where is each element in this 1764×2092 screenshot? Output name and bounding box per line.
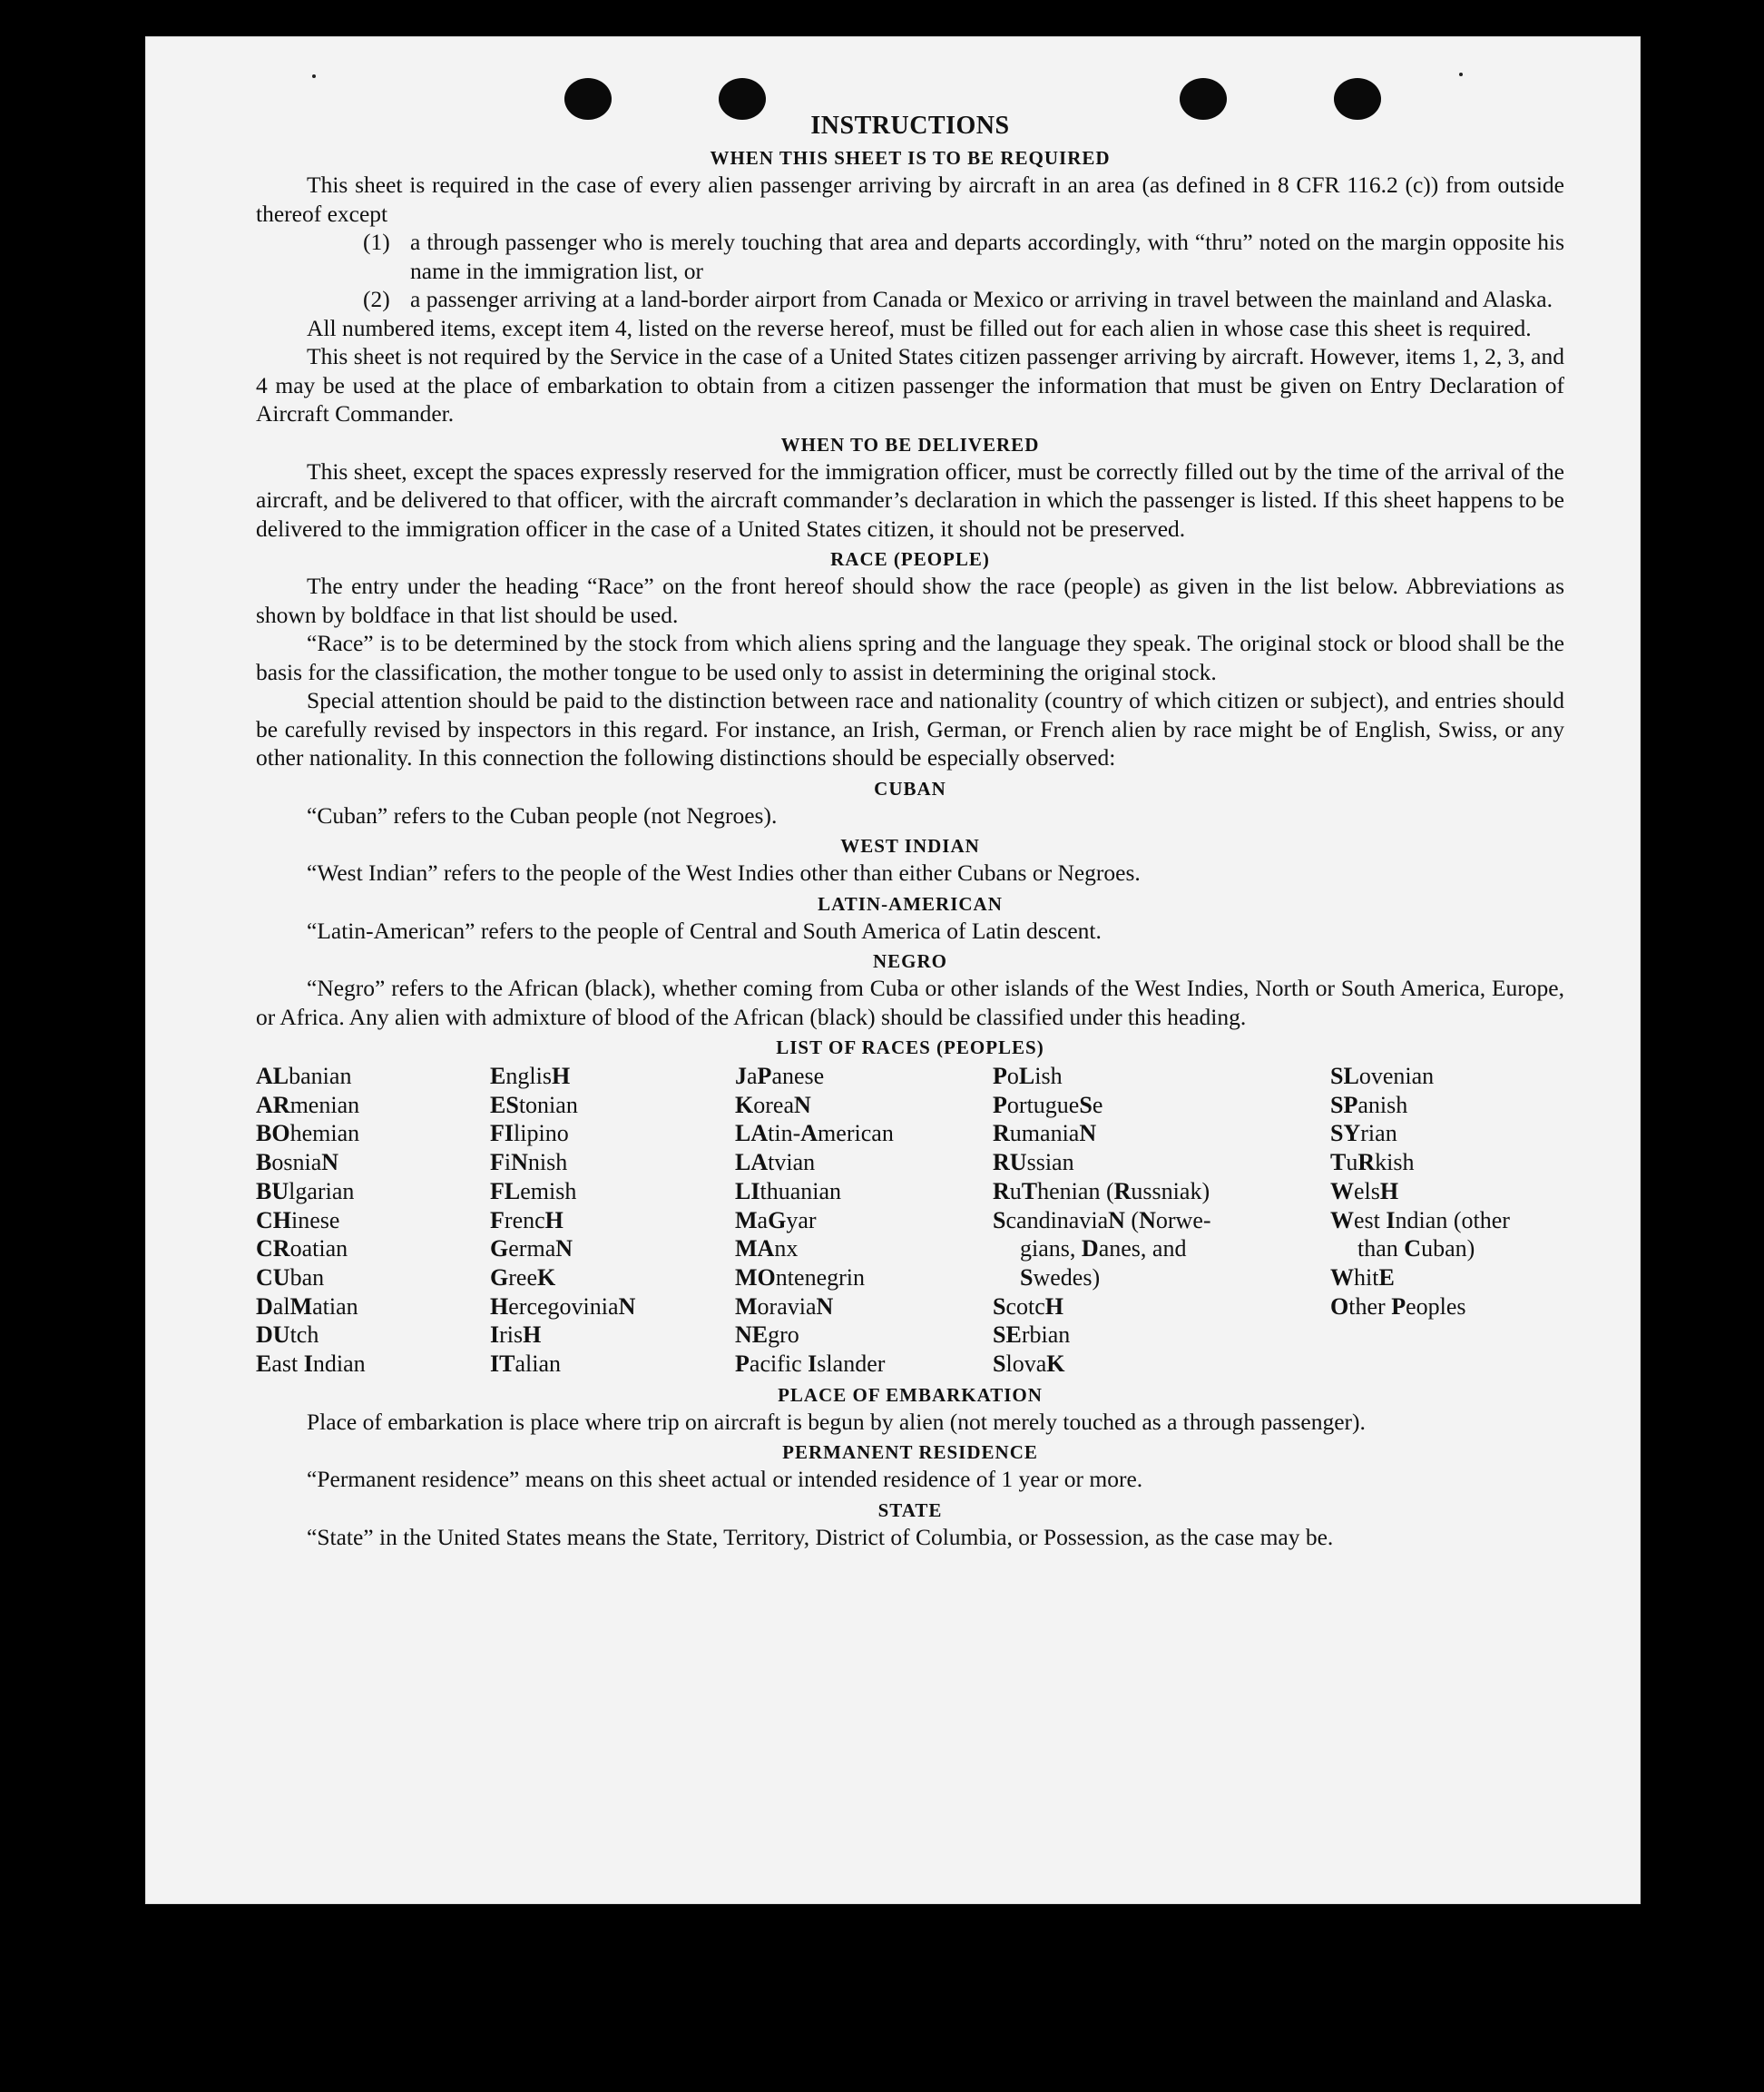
race-entry: PoLish — [993, 1063, 1063, 1089]
race-entry: SlovaK — [993, 1350, 1065, 1378]
exception-number: (1) — [363, 229, 390, 255]
race-entry: LAtin-American — [735, 1120, 894, 1147]
race-entry: BOhemian — [256, 1120, 360, 1147]
race-entry: SYrian — [1330, 1120, 1397, 1147]
races-column — [490, 1062, 735, 1379]
races-column — [735, 1062, 993, 1379]
race-entry: GermaN — [490, 1235, 573, 1262]
races-column — [993, 1062, 1330, 1379]
race-entry: Other Peoples — [1330, 1292, 1466, 1320]
race-entry: CRoatian — [256, 1235, 348, 1262]
race-entry: MOntenegrin — [735, 1263, 866, 1291]
section-heading-races-list: LIST OF RACES (PEOPLES) — [776, 1036, 1044, 1058]
section-heading-latin-american: LATIN-AMERICAN — [818, 892, 1003, 915]
section-heading-cuban: CUBAN — [874, 777, 946, 800]
race-entry: PortugueSe — [993, 1091, 1103, 1118]
paragraph: “Latin-American” refers to the people of Central and South America of Latin descent. — [307, 917, 1102, 944]
race-entry: LIthuanian — [735, 1177, 842, 1204]
race-entry: GreeK — [490, 1263, 556, 1291]
race-entry: KoreaN — [735, 1091, 811, 1118]
races-list — [256, 1062, 1564, 1379]
instructions-content — [256, 111, 1564, 1551]
paragraph: This sheet, except the spaces expressly reserved for the immigration officer, must be correctly filled out by the time of the arrival of the aircraft, and be delivered to that officer, with the aircraft commander’s declaration in which the passenger is listed. If this sheet happens to be delivered to the immigration officer in the case of a United States citizen, it should not be preserved. — [256, 457, 1564, 542]
race-entry: MoraviaN — [735, 1292, 834, 1320]
race-entry-continuation: than Cuban) — [1357, 1235, 1475, 1262]
section-heading-negro: NEGRO — [872, 950, 947, 972]
race-entry: MAnx — [735, 1235, 799, 1262]
paragraph: Special attention should be paid to the distinction between race and nationality (country of which citizen or subject), and entries should be carefully revised by inspectors in this regard. For instance, an Irish, German, or French alien by race might be of English, Swiss, or any other nationality. In this connection the following distinctions should be especially observed: — [256, 687, 1564, 771]
document-sheet — [145, 36, 1641, 1904]
paragraph: Place of embarkation is place where trip on aircraft is begun by alien (not merely touched as a through passenger). — [307, 1408, 1366, 1435]
race-entry: ITalian — [490, 1350, 562, 1378]
race-entry-continuation: gians, Danes, and — [1020, 1235, 1187, 1262]
race-entry: WelsH — [1330, 1177, 1399, 1204]
race-entry: CHinese — [256, 1206, 340, 1233]
race-entry: FiNnish — [490, 1149, 568, 1176]
paragraph: All numbered items, except item 4, listed on the reverse hereof, must be filled out for each alien in whose case this sheet is required. — [307, 314, 1532, 341]
race-entry: FrencH — [490, 1206, 564, 1233]
race-entry: RumaniaN — [993, 1120, 1097, 1147]
race-entry: BosniaN — [256, 1149, 339, 1176]
exception-text: a passenger arriving at a land-border airport from Canada or Mexico or arriving in travel between the mainland and Alaska. — [410, 286, 1553, 312]
race-entry: DalMatian — [256, 1292, 358, 1320]
paragraph: “West Indian” refers to the people of the West Indies other than either Cubans or Negroes. — [307, 859, 1141, 886]
paragraph: “State” in the United States means the State, Territory, District of Columbia, or Possession, as the case may be. — [307, 1523, 1334, 1550]
race-entry: ScandinaviaN (Norwe- — [993, 1206, 1211, 1233]
race-entry: EnglisH — [490, 1063, 571, 1089]
paragraph: The entry under the heading “Race” on the front hereof should show the race (people) as given in the list below. Abbreviations as shown by boldface in that list should be used. — [256, 573, 1564, 628]
race-entry: ARmenian — [256, 1091, 360, 1118]
paragraph: “Permanent residence” means on this sheet actual or intended residence of 1 year or more. — [307, 1466, 1143, 1493]
race-entry: NEgro — [735, 1321, 799, 1349]
race-entry: LAtvian — [735, 1149, 816, 1176]
section-heading-race: RACE (PEOPLE) — [830, 548, 990, 570]
race-entry: JaPanese — [735, 1063, 825, 1089]
race-entry: ALbanian — [256, 1063, 352, 1089]
exception-item — [256, 285, 1564, 314]
race-entry: WhitE — [1330, 1263, 1395, 1291]
race-entry: FLemish — [490, 1177, 577, 1204]
race-entry: IrisH — [490, 1321, 542, 1349]
section-heading-state: STATE — [877, 1498, 943, 1521]
race-entry-continuation: Swedes) — [1020, 1263, 1101, 1291]
race-entry: RUssian — [993, 1149, 1074, 1176]
dust-speck — [1459, 73, 1463, 76]
race-entry: BUlgarian — [256, 1177, 355, 1204]
race-entry: MaGyar — [735, 1206, 817, 1233]
exception-item — [256, 228, 1564, 285]
exception-text: a through passenger who is merely touching that area and departs accordingly, with “thru” noted on the margin opposite his name in the immigration list, or — [410, 229, 1564, 284]
race-entry: EStonian — [490, 1091, 578, 1118]
races-column — [256, 1062, 490, 1379]
race-entry: FIlipino — [490, 1120, 569, 1147]
race-entry: CUban — [256, 1263, 325, 1291]
paragraph: This sheet is required in the case of every alien passenger arriving by aircraft in an area (as defined in 8 CFR 116.2 (c)) from outside thereof except — [256, 172, 1564, 227]
section-heading-west-indian: WEST INDIAN — [840, 835, 980, 857]
race-entry: HercegoviniaN — [490, 1292, 636, 1320]
race-entry: West Indian (other — [1330, 1206, 1510, 1233]
section-heading-embarkation: PLACE OF EMBARKATION — [778, 1383, 1043, 1406]
section-heading-when-delivered: WHEN TO BE DELIVERED — [780, 433, 1040, 456]
page-title: INSTRUCTIONS — [810, 112, 1010, 140]
paragraph: “Cuban” refers to the Cuban people (not Negroes). — [307, 801, 778, 829]
section-heading-when-required: WHEN THIS SHEET IS TO BE REQUIRED — [710, 147, 1111, 169]
race-entry: ScotcH — [993, 1292, 1064, 1320]
section-heading-residence: PERMANENT RESIDENCE — [782, 1441, 1038, 1464]
dust-speck — [312, 74, 316, 78]
paragraph: “Race” is to be determined by the stock from which aliens spring and the language they speak. The original stock or blood shall be the basis for the classification, the mother tongue to be used only to assist in determining the original stock. — [256, 630, 1564, 685]
race-entry: East Indian — [256, 1350, 366, 1378]
race-entry: DUtch — [256, 1321, 319, 1349]
race-entry: RuThenian (Russniak) — [993, 1177, 1210, 1204]
race-entry: SLovenian — [1330, 1063, 1435, 1089]
races-column — [1330, 1062, 1563, 1379]
paragraph: This sheet is not required by the Service in the case of a United States citizen passenger arriving by aircraft. However, items 1, 2, 3, and 4 may be used at the place of embarkation to obtain from a citizen passenger the information that must be given on Entry Declaration of Aircraft Commander. — [256, 343, 1564, 427]
race-entry: Pacific Islander — [735, 1350, 886, 1378]
race-entry: SPanish — [1330, 1091, 1408, 1118]
race-entry: TuRkish — [1330, 1149, 1415, 1176]
exception-number: (2) — [363, 286, 390, 312]
race-entry: SErbian — [993, 1321, 1071, 1349]
paragraph: “Negro” refers to the African (black), whether coming from Cuba or other islands of the West Indies, North or South America, Europe, or Africa. Any alien with admixture of blood of the African (black) should be classified under this heading. — [256, 975, 1564, 1030]
